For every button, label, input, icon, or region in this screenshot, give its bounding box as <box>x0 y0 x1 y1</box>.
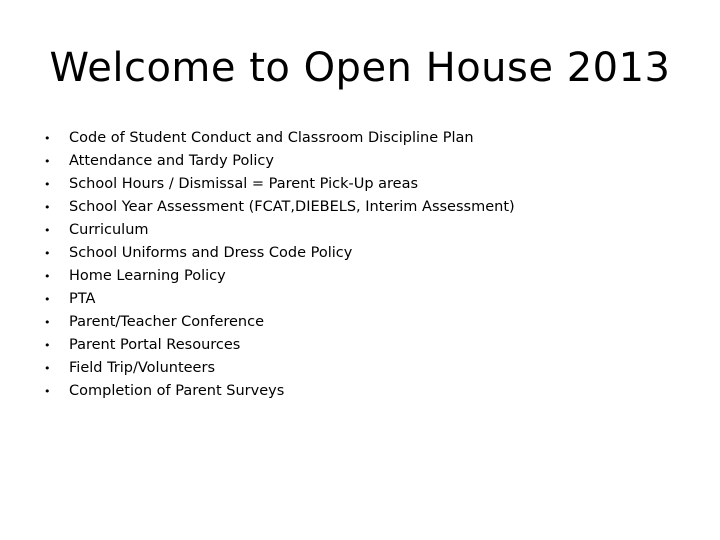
list-item <box>36 196 696 219</box>
agenda-list <box>36 127 696 403</box>
list-item <box>36 311 696 334</box>
list-item-text: School Year Assessment (FCAT,DIEBELS, Interim Assessment) <box>69 199 515 215</box>
list-item-text: Parent Portal Resources <box>69 337 241 353</box>
list-item-text: School Uniforms and Dress Code Policy <box>69 245 353 261</box>
bullet-icon: • <box>44 155 51 168</box>
list-item <box>36 242 696 265</box>
bullet-icon: • <box>44 293 51 306</box>
list-item-text: Attendance and Tardy Policy <box>69 153 274 169</box>
bullet-icon: • <box>44 224 51 237</box>
list-item <box>36 380 696 403</box>
list-item <box>36 150 696 173</box>
bullet-icon: • <box>44 201 51 214</box>
list-item-text: Field Trip/Volunteers <box>69 360 215 376</box>
bullet-icon: • <box>44 132 51 145</box>
bullet-icon: • <box>44 247 51 260</box>
bullet-icon: • <box>44 385 51 398</box>
list-item <box>36 357 696 380</box>
list-item-text: Parent/Teacher Conference <box>69 314 265 330</box>
bullet-icon: • <box>44 339 51 352</box>
list-item-text: Code of Student Conduct and Classroom Discipline Plan <box>69 130 474 146</box>
list-item <box>36 173 696 196</box>
bullet-icon: • <box>44 270 51 283</box>
bullet-icon: • <box>44 178 51 191</box>
list-item <box>36 265 696 288</box>
list-item <box>36 288 696 311</box>
list-item <box>36 334 696 357</box>
list-item-text: PTA <box>69 291 96 307</box>
list-item-text: Curriculum <box>69 222 149 238</box>
list-item-text: School Hours / Dismissal = Parent Pick-Up areas <box>69 176 419 192</box>
bullet-icon: • <box>44 362 51 375</box>
slide-title: Welcome to Open House 2013 <box>49 45 671 91</box>
list-item-text: Home Learning Policy <box>69 268 226 284</box>
list-item <box>36 127 696 150</box>
list-item <box>36 219 696 242</box>
list-item-text: Completion of Parent Surveys <box>69 383 285 399</box>
bullet-icon: • <box>44 316 51 329</box>
